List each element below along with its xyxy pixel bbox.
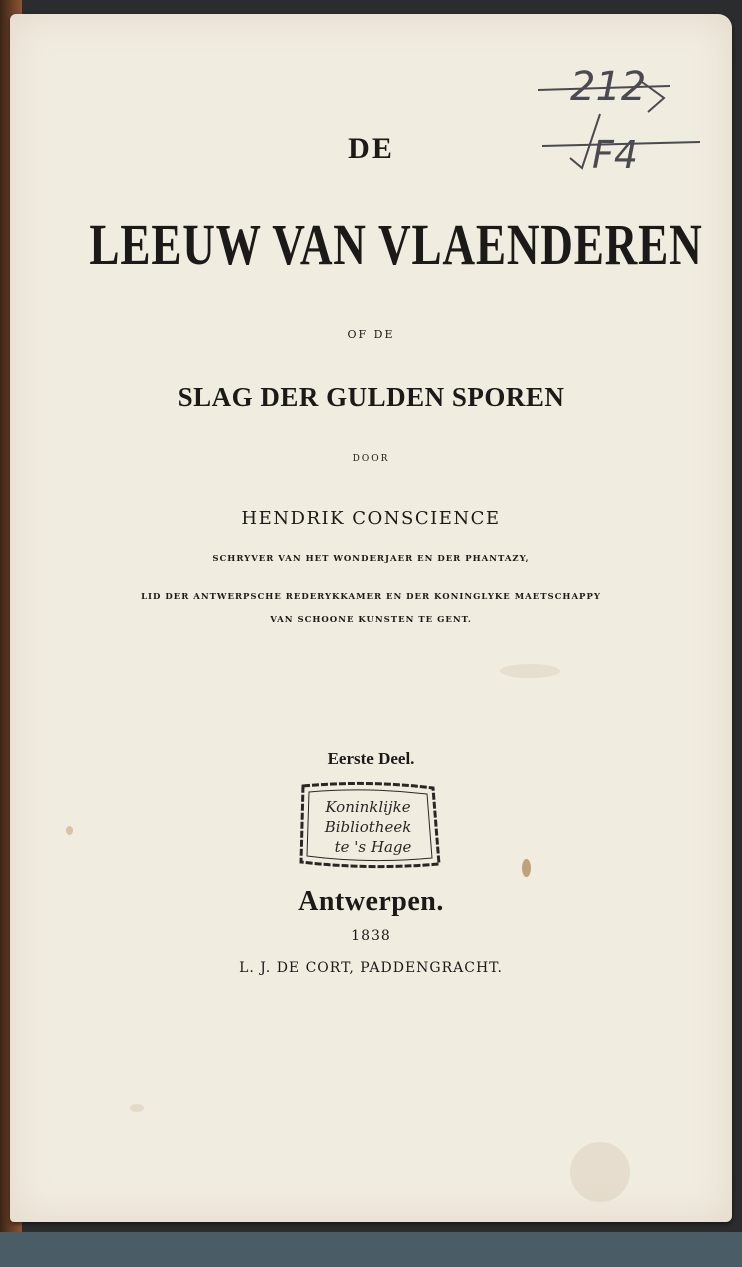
title-page [10, 14, 732, 1222]
shelfmark-top-text: 212 [570, 64, 647, 110]
foxing-stain [500, 664, 560, 678]
stamp-line-3: te 's Hage [334, 838, 412, 856]
publication-year: 1838 [351, 928, 391, 944]
library-stamp [293, 778, 443, 874]
volume-label: Eerste Deel. [327, 749, 415, 768]
stamp-line-2: Bibliotheek [324, 818, 412, 836]
author-description-1: SCHRYVER VAN HET WONDERJAER EN DER PHANTAZY, [212, 554, 530, 564]
title-connector: OF DE [347, 328, 395, 341]
foxing-stain [522, 859, 531, 877]
publisher: L. J. DE CORT, PADDENGRACHT. [239, 960, 503, 976]
by-line: DOOR [352, 454, 390, 464]
author-name: HENDRIK CONSCIENCE [241, 508, 501, 529]
shelfmark-bottom-text: F4 [592, 133, 639, 177]
stamp-line-1: Koninklijke [325, 798, 411, 816]
foxing-stain [130, 1104, 144, 1112]
title-article: DE [348, 132, 394, 165]
publication-city: Antwerpen. [298, 886, 444, 917]
author-description-3: VAN SCHOONE KUNSTEN TE GENT. [270, 615, 472, 625]
author-description-2: LID DER ANTWERPSCHE REDERYKKAMER EN DER KONINGLYKE MAETSCHAPPY [141, 592, 601, 602]
main-title: LEEUW VAN VLAENDEREN [89, 212, 703, 277]
foxing-stain [66, 826, 73, 835]
foxing-stain [570, 1142, 630, 1202]
subtitle: SLAG DER GULDEN SPOREN [177, 382, 565, 412]
scan-background-strip [0, 1232, 742, 1267]
